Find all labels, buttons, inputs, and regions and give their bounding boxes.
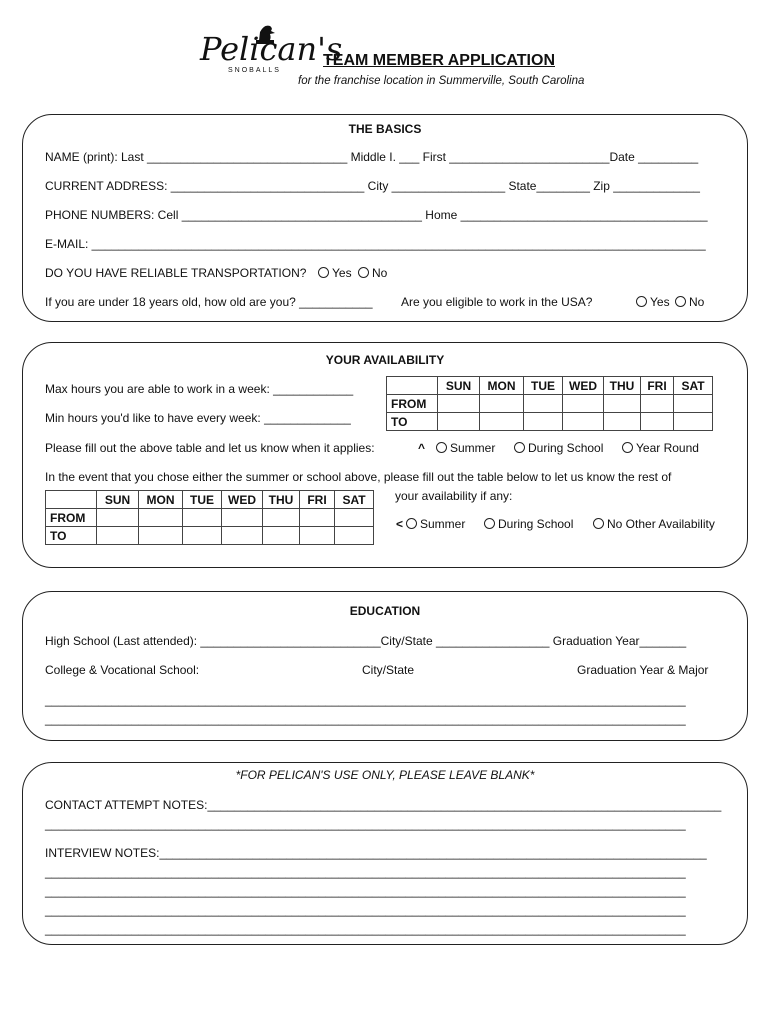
- phone-field[interactable]: PHONE NUMBERS: Cell ____________________________________ Home _____________________________________: [45, 208, 708, 222]
- event-note: In the event that you chose either the summer or school above, please fill out the table below to let us know the rest of: [45, 470, 672, 484]
- interview-notes-line[interactable]: ________________________________________________________________________________________________: [45, 903, 686, 917]
- day-header: SAT: [674, 377, 713, 395]
- eligible-no-radio[interactable]: No: [675, 295, 704, 309]
- contact-notes-line[interactable]: ________________________________________________________________________________________________: [45, 817, 686, 831]
- to-cell[interactable]: [524, 413, 563, 431]
- radio-icon: [406, 518, 417, 529]
- to-cell[interactable]: [563, 413, 604, 431]
- event-note-2: your availability if any:: [395, 489, 513, 503]
- to-cell[interactable]: [222, 527, 263, 545]
- radio-icon: [675, 296, 686, 307]
- from-cell[interactable]: [300, 509, 335, 527]
- to-cell[interactable]: [335, 527, 374, 545]
- caret-marker: ^: [418, 441, 426, 455]
- day-header: WED: [222, 491, 263, 509]
- radio-icon: [636, 296, 647, 307]
- logo-text: Pelican's: [200, 30, 343, 68]
- day-header: SAT: [335, 491, 374, 509]
- from-cell[interactable]: [183, 509, 222, 527]
- college-city-label: City/State: [362, 663, 415, 677]
- office-use-heading: *FOR PELICAN'S USE ONLY, PLEASE LEAVE BLANK*: [235, 768, 535, 782]
- from-cell[interactable]: [222, 509, 263, 527]
- to-label: TO: [387, 413, 438, 431]
- interview-notes-line[interactable]: ________________________________________________________________________________________________: [45, 922, 686, 936]
- from-label: FROM: [46, 509, 97, 527]
- secondary-summer-radio[interactable]: Summer: [406, 517, 465, 531]
- radio-icon: [358, 267, 369, 278]
- from-cell[interactable]: [263, 509, 300, 527]
- interview-notes-line[interactable]: ________________________________________________________________________________________________: [45, 865, 686, 879]
- basics-heading: THE BASICS: [348, 122, 422, 136]
- transport-yes-radio[interactable]: Yes: [318, 266, 352, 280]
- radio-icon: [484, 518, 495, 529]
- interview-notes-field[interactable]: INTERVIEW NOTES:__________________________________________________________________________________: [45, 846, 707, 860]
- day-header: SUN: [438, 377, 480, 395]
- during-school-radio[interactable]: During School: [514, 441, 603, 455]
- from-cell[interactable]: [674, 395, 713, 413]
- page-subtitle: for the franchise location in Summerville, South Carolina: [298, 75, 585, 87]
- summer-radio[interactable]: Summer: [436, 441, 495, 455]
- to-cell[interactable]: [480, 413, 524, 431]
- radio-icon: [436, 442, 447, 453]
- lt-marker: <: [396, 517, 404, 531]
- to-cell[interactable]: [674, 413, 713, 431]
- day-header: MON: [480, 377, 524, 395]
- from-cell[interactable]: [139, 509, 183, 527]
- interview-notes-line[interactable]: ________________________________________________________________________________________________: [45, 884, 686, 898]
- from-cell[interactable]: [97, 509, 139, 527]
- day-header: TUE: [524, 377, 563, 395]
- from-label: FROM: [387, 395, 438, 413]
- from-cell[interactable]: [563, 395, 604, 413]
- from-cell[interactable]: [480, 395, 524, 413]
- education-heading: EDUCATION: [349, 604, 421, 618]
- name-field[interactable]: NAME (print): Last ______________________________ Middle I. ___ First ________________________Date _________: [45, 150, 699, 164]
- address-field[interactable]: CURRENT ADDRESS: _____________________________ City _________________ State________ Zip _____________: [45, 179, 700, 193]
- table-corner: [46, 491, 97, 509]
- day-header: THU: [604, 377, 641, 395]
- radio-icon: [593, 518, 604, 529]
- day-header: SUN: [97, 491, 139, 509]
- availability-heading: YOUR AVAILABILITY: [325, 353, 445, 367]
- logo-subtext: SNOBALLS: [228, 67, 281, 74]
- day-header: THU: [263, 491, 300, 509]
- secondary-during-school-radio[interactable]: During School: [484, 517, 573, 531]
- radio-icon: [622, 442, 633, 453]
- college-line[interactable]: ________________________________________________________________________________________________: [45, 712, 686, 726]
- contact-notes-field[interactable]: CONTACT ATTEMPT NOTES:_____________________________________________________________________________: [45, 798, 722, 812]
- to-cell[interactable]: [97, 527, 139, 545]
- fill-note: Please fill out the above table and let us know when it applies:: [45, 441, 375, 455]
- year-round-radio[interactable]: Year Round: [622, 441, 699, 455]
- from-cell[interactable]: [604, 395, 641, 413]
- from-cell[interactable]: [641, 395, 674, 413]
- table-corner: [387, 377, 438, 395]
- day-header: TUE: [183, 491, 222, 509]
- college-line[interactable]: ________________________________________________________________________________________________: [45, 693, 686, 707]
- from-cell[interactable]: [335, 509, 374, 527]
- max-hours-field[interactable]: Max hours you are able to work in a week: ____________: [45, 382, 354, 396]
- eligible-yes-radio[interactable]: Yes: [636, 295, 670, 309]
- to-cell[interactable]: [604, 413, 641, 431]
- availability-table: [386, 376, 713, 431]
- to-cell[interactable]: [139, 527, 183, 545]
- to-cell[interactable]: [300, 527, 335, 545]
- age-field[interactable]: If you are under 18 years old, how old are you? ___________: [45, 295, 373, 309]
- secondary-availability-table: [45, 490, 374, 545]
- page-title: TEAM MEMBER APPLICATION: [323, 52, 555, 69]
- radio-icon: [318, 267, 329, 278]
- day-header: MON: [139, 491, 183, 509]
- to-cell[interactable]: [438, 413, 480, 431]
- no-other-radio[interactable]: No Other Availability: [593, 517, 715, 531]
- to-cell[interactable]: [641, 413, 674, 431]
- college-grad-label: Graduation Year & Major: [577, 663, 709, 677]
- day-header: FRI: [300, 491, 335, 509]
- from-cell[interactable]: [438, 395, 480, 413]
- day-header: FRI: [641, 377, 674, 395]
- logo: [198, 22, 343, 82]
- college-label: College & Vocational School:: [45, 663, 200, 677]
- eligible-question: Are you eligible to work in the USA?: [401, 295, 593, 309]
- from-cell[interactable]: [524, 395, 563, 413]
- day-header: WED: [563, 377, 604, 395]
- transport-question: DO YOU HAVE RELIABLE TRANSPORTATION?: [45, 266, 307, 280]
- to-cell[interactable]: [263, 527, 300, 545]
- email-field[interactable]: E-MAIL: ____________________________________________________________________________________________: [45, 237, 706, 251]
- high-school-field[interactable]: High School (Last attended): ___________________________City/State _________________ Graduation Year_______: [45, 634, 687, 648]
- transport-no-radio[interactable]: No: [358, 266, 387, 280]
- min-hours-field[interactable]: Min hours you'd like to have every week: _____________: [45, 411, 351, 425]
- to-cell[interactable]: [183, 527, 222, 545]
- radio-icon: [514, 442, 525, 453]
- to-label: TO: [46, 527, 97, 545]
